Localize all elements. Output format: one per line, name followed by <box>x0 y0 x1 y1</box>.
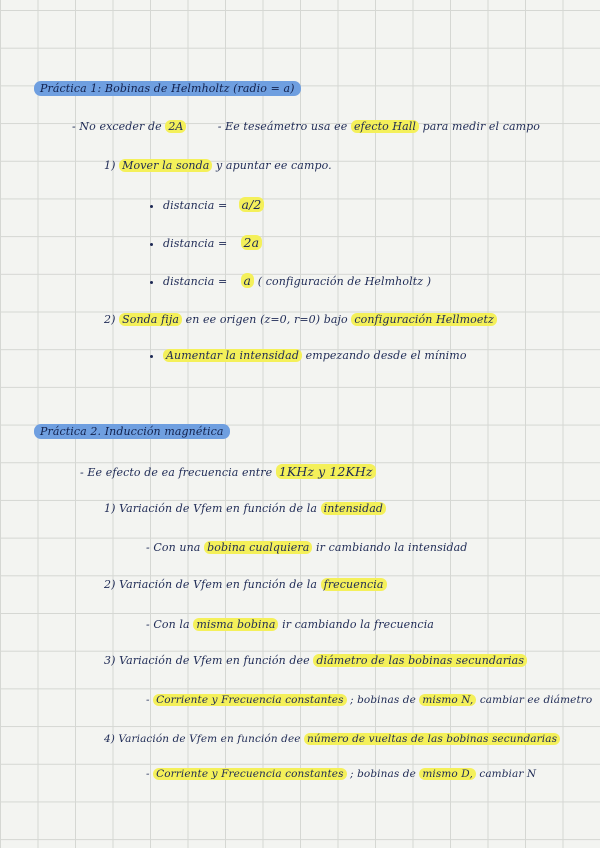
bullet-dot-icon <box>150 205 153 208</box>
p2-item-1-detail: - Con una bobina cualquiera ir cambiando la intensidad <box>146 541 468 554</box>
p2-item-3-detail: - Corriente y Frecuencia constantes ; bobinas de mismo N, cambiar ee diámetro <box>146 694 593 706</box>
p2-item-3: 3) Variación de Vfem en función dee diámetro de las bobinas secundarias <box>104 654 527 667</box>
p1-bullet-4: Aumentar la intensidad empezando desde el mínimo <box>150 349 467 362</box>
p2-item-2: 2) Variación de Vfem en función de la frecuencia <box>104 578 387 591</box>
p1-bullet-3: distancia = a ( configuración de Helmholtz ) <box>150 273 431 288</box>
bullet-dot-icon <box>150 243 153 246</box>
p2-item-4: 4) Variación de Vfem en función dee número de vueltas de las bobinas secundarias <box>104 733 560 745</box>
p1-line-2: 1) Mover la sonda y apuntar ee campo. <box>104 159 332 172</box>
p2-title: Práctica 2. Inducción magnética <box>34 425 230 438</box>
p1-line-6: 2) Sonda fija en ee origen (z=0, r=0) bajo configuración Hellmoetz <box>104 313 497 326</box>
p1-line-1: - No exceder de 2A - Ee teseámetro usa ee efecto Hall para medir el campo <box>72 120 541 133</box>
p1-bullet-1: distancia = a/2 <box>150 197 264 212</box>
p2-line-1: - Ee efecto de ea frecuencia entre 1KHz y 12KHz <box>80 464 376 479</box>
p2-item-1: 1) Variación de Vfem en función de la intensidad <box>104 502 386 515</box>
p2-item-4-detail: - Corriente y Frecuencia constantes ; bobinas de mismo D, cambiar N <box>146 768 537 780</box>
bullet-dot-icon <box>150 355 153 358</box>
bullet-dot-icon <box>150 281 153 284</box>
p1-title: Práctica 1: Bobinas de Helmholtz (radio = a) <box>34 82 301 95</box>
p2-item-2-detail: - Con la misma bobina ir cambiando la frecuencia <box>146 618 434 631</box>
p1-bullet-2: distancia = 2a <box>150 235 262 250</box>
